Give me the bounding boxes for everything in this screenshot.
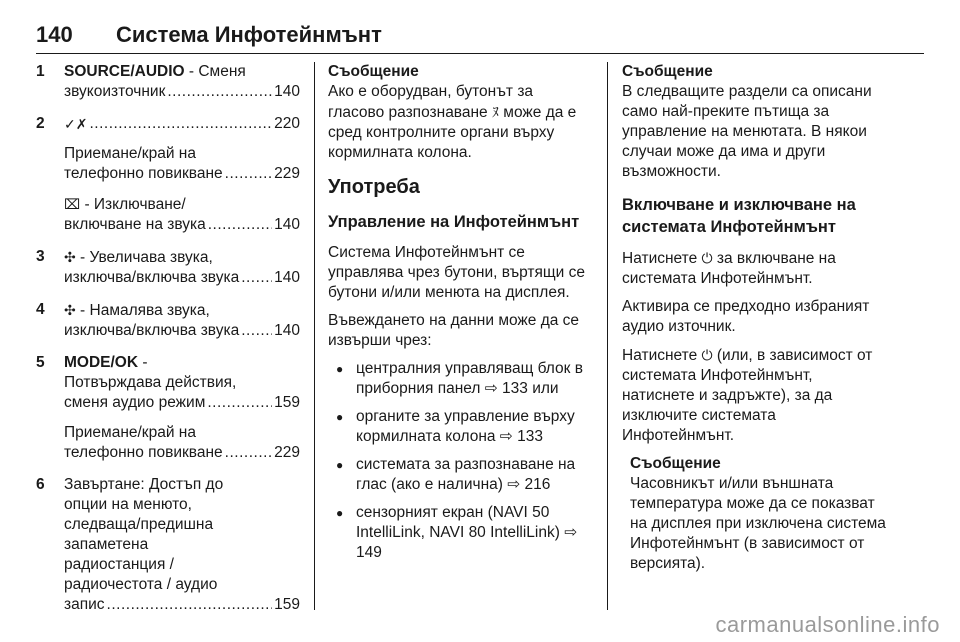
subsection-title: Включване и изключване на системата Инфотейнмънт xyxy=(622,196,856,236)
page-ref: 140 xyxy=(274,216,300,233)
page-ref: 159 xyxy=(274,394,300,411)
page-number: 140 xyxy=(36,22,73,47)
column-usage xyxy=(328,62,592,571)
page-ref: 140 xyxy=(274,269,300,286)
column-controls-list xyxy=(36,62,300,627)
page-ref: 229 xyxy=(274,165,300,182)
power-icon: ⏻ xyxy=(701,250,713,266)
page-ref: 220 xyxy=(274,115,300,132)
list-item: ● системата за разпознаване на глас (ако е налична) ⇨ 216 xyxy=(328,455,592,495)
list-item: 1 SOURCE/AUDIO - Сменя звукоизточник ..... 140 xyxy=(36,62,300,102)
page-ref: 229 xyxy=(274,444,300,461)
paragraph: Натиснете ⏻ за включване на системата Инфотейнмънт. xyxy=(622,250,836,287)
list-item: 3 ✣ - Увеличава звука, изключва/включва звука ..... 140 xyxy=(36,247,300,288)
list-item: 6 Завъртане: Достъп до опции на менюто, следваща/предишна запаметена радиостанция / радиочестота / аудио запис ..... 159 xyxy=(36,475,300,615)
note-box: Съобщение Часовникът и/или външната температура може да се показват на дисплея при изключена система Инфотейнмънт (в зависимост от версията). xyxy=(630,455,886,572)
column-power xyxy=(622,62,886,586)
list-item: ● сензорният екран (NAVI 50 IntelliLink, NAVI 80 IntelliLink) ⇨ 149 xyxy=(328,503,592,563)
column-divider-2 xyxy=(607,62,608,610)
mute-icon: ⌧ xyxy=(64,196,81,212)
paragraph: Натиснете ⏻ (или, в зависимост от системата Инфотейнмънт, натиснете и задръжте), за да изключите системата Инфотейнмънт. xyxy=(622,347,873,444)
list-item: 5 MODE/OK - Потвърждава действия, сменя аудио режим ..... 159 Приемане/край на телефонно повикване ..... 229 xyxy=(36,353,300,463)
section-title: Употреба xyxy=(328,176,420,198)
volume-up-icon: ✣ xyxy=(64,249,76,265)
power-icon: ⏻ xyxy=(701,347,713,363)
column-divider-1 xyxy=(314,62,315,610)
paragraph: Активира се предходно избраният аудио източник. xyxy=(622,298,870,335)
page-ref: 159 xyxy=(274,596,300,613)
volume-down-icon: ✣ xyxy=(64,302,76,318)
list-item: ● органите за управление върху кормилната колона ⇨ 133 xyxy=(328,407,592,447)
note-box: Съобщение В следващите раздели са описани само най-преките пътища за управление на менютата. В някои случаи може да има и други възможности. xyxy=(622,62,886,182)
list-item: ● централния управляващ блок в приборния панел ⇨ 133 или xyxy=(328,359,592,399)
bullet-list xyxy=(328,359,592,563)
list-item: 4 ✣ - Намалява звука, изключва/включва звука ..... 140 xyxy=(36,300,300,341)
page-ref: 140 xyxy=(274,322,300,339)
voice-recognition-icon: ﾇ xyxy=(491,104,499,120)
page-ref: 140 xyxy=(274,83,300,100)
subsection-title: Управление на Инфотейнмънт xyxy=(328,213,580,231)
chapter-title: Система Инфотейнмънт xyxy=(116,22,382,47)
paragraph: Въвеждането на данни може да се извърши чрез: xyxy=(328,312,580,349)
phone-icon: ✓✗ xyxy=(64,116,88,132)
note-title: Съобщение xyxy=(622,63,713,80)
note-box: Съобщение Ако е оборудван, бутонът за гласово разпознаване ﾇ може да е сред контролните органи върху кормилната колона. xyxy=(328,62,592,163)
note-title: Съобщение xyxy=(328,63,419,80)
page-header xyxy=(36,8,924,54)
watermark: carmanualsonline.info xyxy=(715,612,940,637)
paragraph: Система Инфотейнмънт се управлява чрез бутони, въртящи се бутони и/или менюта на дисплея. xyxy=(328,244,586,301)
note-title: Съобщение xyxy=(630,455,721,472)
list-item: 2 ✓✗ ..... 220 Приемане/край на телефонно повикване ..... 229 ⌧ - Изключване/ включване на звука ..... 140 xyxy=(36,114,300,235)
